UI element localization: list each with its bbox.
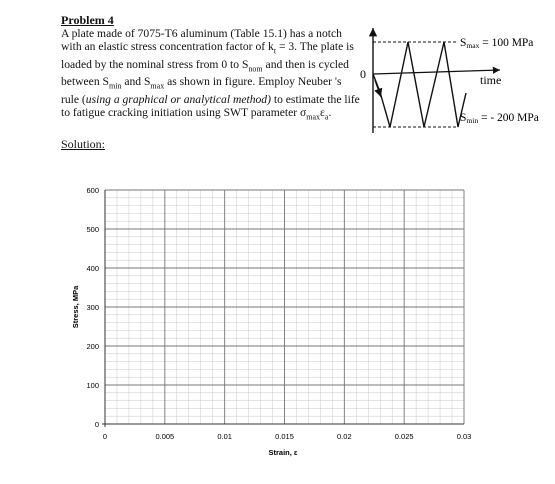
y-tick-label: 100: [86, 381, 99, 390]
smin-label: Smin = - 200 MPa: [460, 112, 539, 125]
x-tick-label: 0.015: [275, 432, 294, 441]
smax-label: Smax = 100 MPa: [460, 37, 534, 50]
x-tick-label: 0.025: [394, 432, 414, 441]
x-tick-label: 0.01: [217, 432, 232, 441]
x-tick-label: 0.005: [155, 432, 175, 441]
y-tick-label: 600: [86, 186, 99, 195]
y-tick-label: 0: [94, 420, 99, 429]
x-tick-label: 0.03: [456, 432, 472, 441]
x-tick-labels: [103, 432, 471, 441]
y-tick-label: 500: [86, 225, 99, 234]
y-tick-label: 300: [86, 303, 99, 312]
y-tick-label: 200: [86, 342, 99, 351]
y-tick-label: 400: [86, 264, 99, 273]
y-axis-label: Stress, MPa: [71, 285, 80, 329]
y-tick-labels: [86, 186, 99, 429]
x-tick-label: 0.02: [337, 432, 352, 441]
origin-label: 0: [360, 67, 366, 81]
problem-text: A plate made of 7075-T6 aluminum (Table 15.1) has a notch with an elastic stress concentration factor of $k_t = 3$. The plate is loaded by the nominal stress from 0 to $S_{nom}$ and then is cycled between $S_{min}$ and $S_{max}$ as shown in figure. Employ Neuber 's rule (using a graphical or analytical method) to estimate the life to fatigue cracking initiation using SWT parameter $\sigma_{max}\varepsilon_a$.: [61, 27, 360, 122]
x-axis-label: Strain, ε: [268, 448, 298, 457]
solution-label: Solution:: [61, 137, 106, 151]
major-grid: [102, 190, 464, 427]
x-tick-label: 0: [102, 432, 108, 441]
problem-title: Problem 4: [61, 13, 114, 27]
time-label: time: [480, 73, 502, 87]
